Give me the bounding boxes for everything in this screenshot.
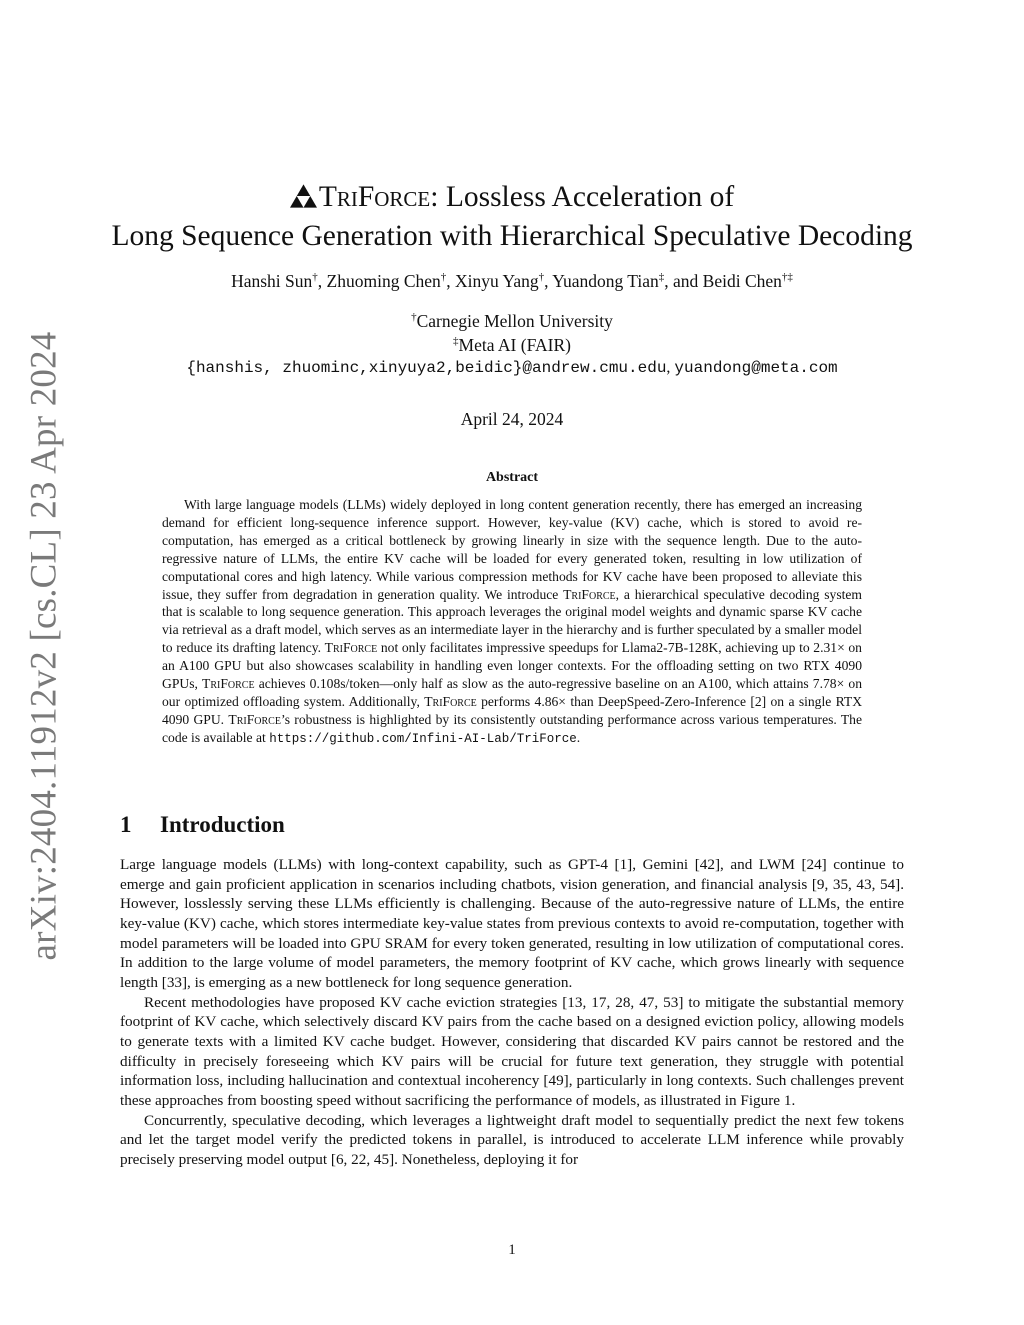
affiliation-cmu: †Carnegie Mellon University: [411, 311, 613, 331]
author-name: Hanshi Sun: [231, 271, 313, 291]
title-line-1-text: : Lossless Acceleration of: [430, 181, 735, 213]
paper-title: [100, 178, 924, 256]
author-mark: †‡: [781, 271, 793, 283]
triforce-logo-icon: [290, 184, 317, 208]
introduction-body: [120, 855, 904, 1170]
abstract-text: With large language models (LLMs) widely deployed in long content generation recently, there has emerged an increasing demand for efficient long-sequence inference support. However, key-value (KV) cache, which is stored to avoid re-computation, has emerged as a critical bottleneck by growing linearly in size with the sequence length. Due to the auto-regressive nature of LLMs, the entire KV cache will be loaded for every generated token, resulting in low utilization of computational cores and high latency. While various compression methods for KV cache have been proposed to alleviate this issue, they suffer from degradation in generation quality. We introduce TriForce, a hierarchical speculative decoding system that is scalable to long sequence generation. This approach leverages the original model weights and dynamic sparse KV cache via retrieval as a draft model, which serves as an intermediate layer in the hierarchy and is further speculated by a smaller model to reduce its drafting latency. TriForce not only facilitates impressive speedups for Llama2-7B-128K, achieving up to 2.31× on an A100 GPU but also showcases scalability in handling even longer contexts. For the offloading setting on two RTX 4090 GPUs, TriForce achieves 0.108s/token—only half as slow as the auto-regressive baseline on an A100, which attains 7.78× on our optimized offloading system. Additionally, TriForce performs 4.86× than DeepSpeed-Zero-Inference [2] on a single RTX 4090 GPU. TriForce’s robustness is highlighted by its consistently outstanding performance across various temperatures. The code is available at https://github.com/Infini-AI-Lab/TriForce.: [162, 497, 863, 746]
section-title: Introduction: [160, 812, 285, 837]
author-mark: †: [440, 271, 447, 283]
author-mark: †: [312, 271, 318, 283]
intro-paragraph-2: Recent methodologies have proposed KV cache eviction strategies [13, 17, 28, 47, 53] to mitigate the substantial memory footprint of KV cache, which selectively discard KV pairs from the cache based on a designed eviction policy, allowing models to generate texts with a limited KV cache budget. However, considering that discarded KV pairs cannot be restored and the difficulty in precisely foreseeing which KV pairs will be crucial for future text generation, they struggle with potential information loss, including hallucination and contextual incoherency [49], particularly in long contexts. Such challenges prevent these approaches from boosting speed without sacrificing the performance of models, as illustrated in Figure 1.: [120, 993, 904, 1109]
title-line-1: [100, 178, 924, 217]
author-name: Xinyu Yang: [455, 271, 539, 291]
author-name: Beidi Chen: [702, 271, 782, 291]
paper-date: April 24, 2024: [460, 409, 564, 429]
title-system-name: TriForce: [318, 181, 431, 213]
arxiv-stamp: arXiv:2404.11912v2 [cs.CL] 23 Apr 2024: [23, 331, 65, 961]
email-cmu[interactable]: {hanshis, zhuominc,xinyuya2,beidic}@andrew.cmu.edu: [186, 359, 667, 377]
author-mark: ‡: [658, 271, 665, 283]
section-heading-introduction: [120, 812, 285, 838]
page-number: 1: [508, 1242, 516, 1258]
section-number: 1: [120, 812, 132, 837]
author-mark: †: [538, 271, 545, 283]
title-line-2: Long Sequence Generation with Hierarchical Speculative Decoding: [111, 220, 913, 252]
code-link[interactable]: https://github.com/Infini-AI-Lab/TriForce: [269, 731, 577, 746]
email-meta[interactable]: yuandong@meta.com: [674, 359, 838, 377]
abstract-heading: Abstract: [485, 470, 539, 485]
author-emails: {hanshis, zhuominc,xinyuya2,beidic}@andrew.cmu.edu, yuandong@meta.com: [186, 359, 838, 377]
affiliation-meta: ‡Meta AI (FAIR): [453, 335, 571, 355]
intro-paragraph-3: Concurrently, speculative decoding, which leverages a lightweight draft model to sequentially predict the next few tokens and let the target model verify the predicted tokens in parallel, is introduced to accelerate LLM inference while provably precisely preserving model output [6, 22, 45]. Nonetheless, deploying it for: [120, 1111, 904, 1168]
author-name: Yuandong Tian: [552, 271, 659, 291]
intro-paragraph-1: Large language models (LLMs) with long-context capability, such as GPT-4 [1], Gemini [42], and LWM [24] continue to emerge and gain proficient application in scenarios including chatbots, vision generation, and financial analysis [9, 35, 43, 54]. However, losslessly serving these LLMs efficiently is challenging. Because of the auto-regressive nature of LLMs, the entire key-value (KV) cache, which stores intermediate key-value states from previous contexts to avoid re-computation, together with model parameters will be loaded into GPU SRAM for every token generated, resulting in low utilization of computational cores. In addition to the large volume of model parameters, the memory footprint of KV cache, which grows linearly with sequence length [33], is emerging as a new bottleneck for long sequence generation.: [120, 856, 904, 991]
author-name: Zhuoming Chen: [326, 271, 441, 291]
author-list: Hanshi Sun†, Zhuoming Chen†, Xinyu Yang†, Yuandong Tian‡, and Beidi Chen†‡: [231, 271, 793, 291]
